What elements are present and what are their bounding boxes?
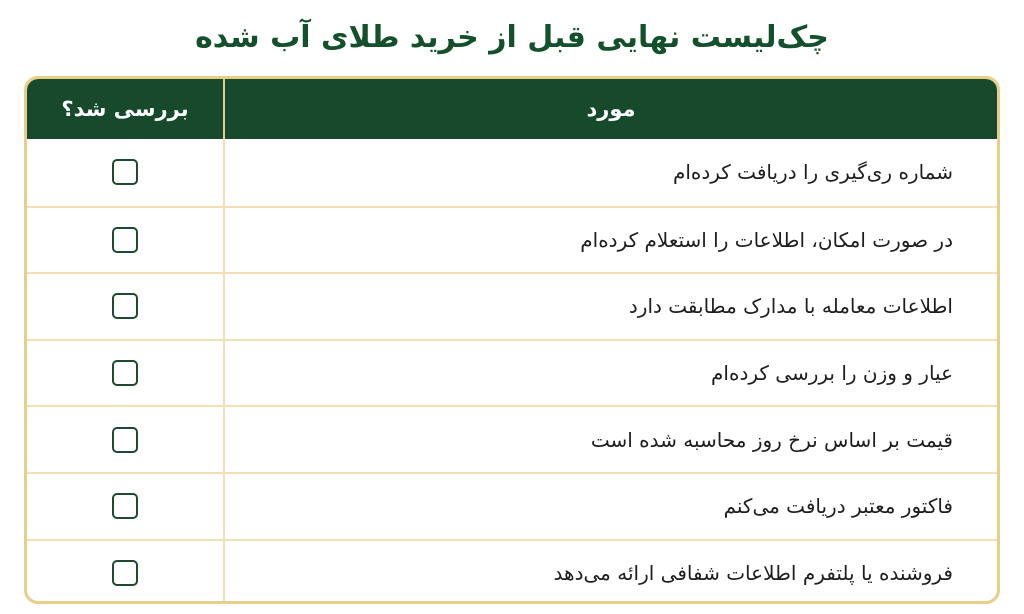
check-cell (27, 541, 225, 601)
table-row (27, 339, 997, 406)
header-checked: بررسی شد؟ (27, 79, 225, 139)
table-row (27, 139, 997, 206)
table-header (27, 79, 997, 139)
checkbox[interactable] (112, 427, 138, 453)
checkbox[interactable] (112, 293, 138, 319)
checkbox[interactable] (112, 159, 138, 185)
table-row (27, 472, 997, 539)
check-cell (27, 274, 225, 339)
page-title: چک‌لیست نهایی قبل از خرید طلای آب شده (195, 20, 829, 55)
item-text: اطلاعات معامله با مدارک مطابقت دارد (628, 294, 953, 319)
table-row (27, 539, 997, 601)
table-body (27, 139, 997, 601)
item-text: فاکتور معتبر دریافت می‌کنم (723, 494, 953, 519)
table-row (27, 405, 997, 472)
item-text: شماره ری‌گیری را دریافت کرده‌ام (672, 160, 953, 185)
item-text: در صورت امکان، اطلاعات را استعلام کرده‌ام (580, 227, 953, 252)
checkbox[interactable] (112, 227, 138, 253)
checkbox[interactable] (112, 560, 138, 586)
table-row (27, 206, 997, 273)
check-cell (27, 208, 225, 273)
check-cell (27, 139, 225, 206)
table-inner (27, 79, 997, 601)
check-cell (27, 474, 225, 539)
checkbox[interactable] (112, 360, 138, 386)
item-text: عیار و وزن را بررسی کرده‌ام (711, 361, 953, 386)
check-cell (27, 407, 225, 472)
check-cell (27, 341, 225, 406)
item-text: فروشنده یا پلتفرم اطلاعات شفافی ارائه می‌دهد (553, 560, 953, 585)
item-text: قیمت بر اساس نرخ روز محاسبه شده است (590, 427, 953, 452)
checkbox[interactable] (112, 493, 138, 519)
header-item: مورد (586, 97, 636, 121)
checklist-table (24, 76, 1000, 604)
table-row (27, 272, 997, 339)
